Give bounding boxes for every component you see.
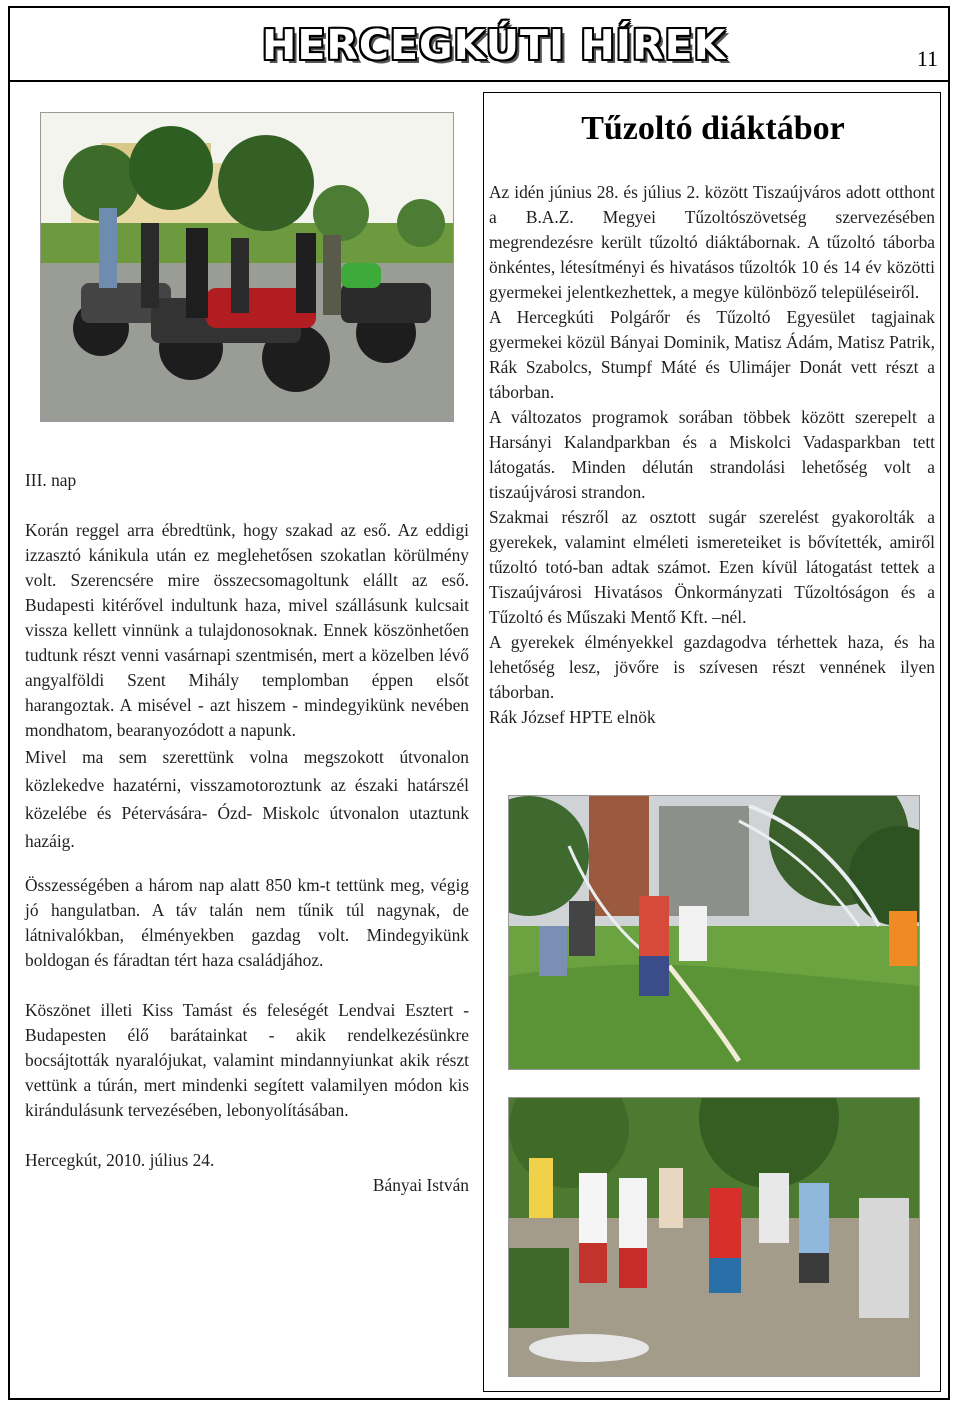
page-number: 11: [916, 46, 938, 71]
paragraph: A gyerekek élményekkel gazdagodva térhettek haza, és ha lehetőség lesz, jövőre is szívesen részt vennének ilyen táborban.: [489, 632, 935, 702]
paragraph: A Hercegkúti Polgárőr és Tűzoltó Egyesület tagjainak gyermekei közül Bányai Dominik, Matisz Ádám, Matisz Patrik, Rák Szabolcs, Stumpf Máté és Ulimájer Donát vett részt a táborban.: [489, 307, 935, 402]
place-date: Hercegkút, 2010. július 24.: [25, 1150, 215, 1170]
signature: Rák József HPTE elnök: [489, 707, 656, 727]
author: Bányai István: [372, 1175, 469, 1195]
masthead: HERCEGKÚTI HÍREK: [262, 21, 727, 69]
paragraph: Korán reggel arra ébredtünk, hogy szakad az eső. Az eddigi izzasztó kánikula után ez meglehetősen szokatlan körülmény volt. Szerencsére mire összecsomagoltunk elállt az eső. Budapesti kitérővel indultunk haza, mivel szállásunk kulcsait vissza kellett vinnünk a tulajdonosoknak. Ennek köszönhetően tudtunk részt venni vasárnapi szentmisén, mert a közelben lévő angyalföldi Szent Mihály templomban éppen elsőt harangoztak. A misével - azt hiszem - mindegyikünk nevében mondhatom, bearanyozódott a napunk.: [25, 520, 469, 740]
motorcycle-group-photo: [40, 112, 454, 422]
firefighter-camp-photo-2: [508, 1097, 920, 1377]
kids-running-illustration: [509, 1098, 920, 1377]
firefighter-camp-photo-1: [508, 795, 920, 1070]
paragraph: Szakmai részről az osztott sugár szerelést gyakorolták a gyerekek, valamint elméleti ismereteiket is bővítették, amiről tűzoltó totó-ban adtak számot. Ezen kívül látogatást tettek a Tiszaújvárosi Hivatásos Önkormányzati Tűzoltóságon és a Tűzoltó és Műszaki Mentő Kft. –nél.: [489, 507, 935, 627]
hose-spray-illustration: [509, 796, 920, 1070]
right-column-text: [489, 180, 935, 730]
paragraph: A változatos programok sorában többek között szerepelt a Harsányi Kalandparkban és a Miskolci Vadasparkban tett látogatás. Minden délután strandolási lehetőség volt a tiszaújvárosi strandon.: [489, 407, 935, 502]
paragraph: Mivel ma sem szerettünk volna megszokott útvonalon közlekedve hazatérni, visszamotoroztunk az északi határszél közelébe és Pétervására- Ózd- Miskolc útvonalon utaztunk hazáig.: [25, 747, 469, 851]
paragraph: Az idén június 28. és július 2. között Tiszaújváros adott otthont a B.A.Z. Megyei Tűzoltószövetség szervezésében megrendezésre került tűzoltó diáktábornak. A tűzoltó táborba önkéntes, létesítményi és hivatásos tűzoltók 10 és 14 év közötti gyermekei jelentkezhettek, a megye különböző településeiről.: [489, 182, 935, 302]
day-heading: III. nap: [25, 470, 77, 490]
motorcycle-photo-illustration: [41, 113, 454, 422]
paragraph: Összességében a három nap alatt 850 km-t tettünk meg, végig jó hangulatban. A táv talán nem tűnik túl nagynak, de látnivalókban, élményekben gazdag volt. Mindegyikünk boldogan és fáradtan tért haza családjához.: [25, 875, 469, 970]
paragraph: Köszönet illeti Kiss Tamást és feleségét Lendvai Esztert - Budapesten élő barátainkat - akik rendelkezésünkre bocsájtották nyaralójukat, valamint mindannyiunkat akik részt vettünk a túrán, mert mindenki segített valamilyen módon kis kirándulásunk tervezésében, lebonyolításában.: [25, 1000, 469, 1120]
article-title: Tűzoltó diáktábor: [581, 110, 845, 147]
left-column-text: [25, 468, 469, 1198]
